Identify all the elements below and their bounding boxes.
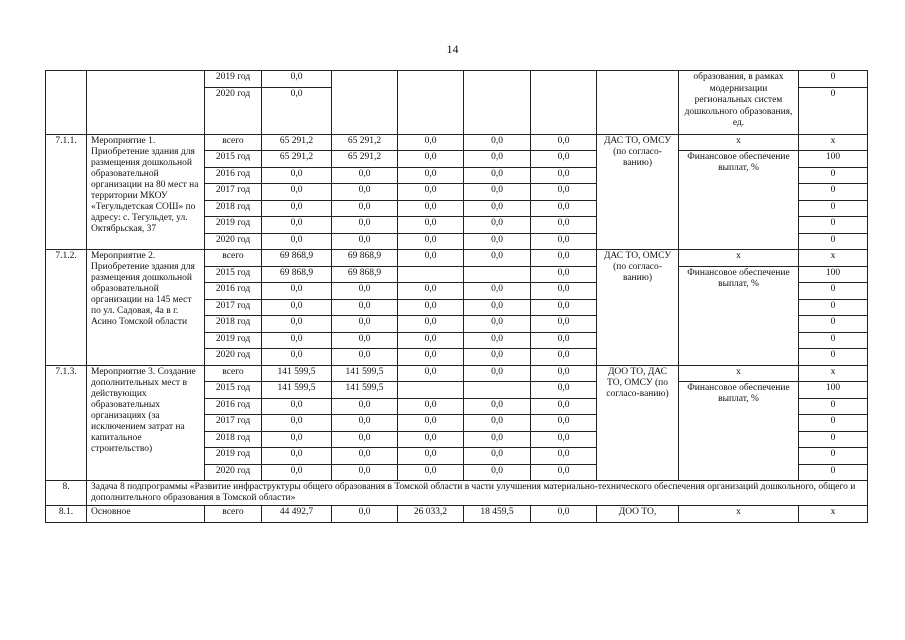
table-row bbox=[46, 134, 868, 151]
total-value: 0,0 bbox=[262, 217, 332, 234]
regional-value bbox=[398, 266, 464, 283]
target-value-cell: 0 bbox=[799, 71, 868, 88]
task-title: Задача 8 подпрограммы «Развитие инфраструктуры общего образования в Томской области в части улучшения материально-технического обеспечения организаций дошкольного, общего и дополнительного образования в Томской области» bbox=[87, 481, 868, 506]
regional-value: 0,0 bbox=[398, 283, 464, 300]
target-value-cell: 0 bbox=[799, 415, 868, 432]
federal-value: 0,0 bbox=[332, 316, 398, 333]
value-cell: 0,0 bbox=[262, 71, 332, 88]
other-value: 0,0 bbox=[531, 415, 597, 432]
year-cell: 2020 год bbox=[205, 87, 262, 134]
regional-value: 0,0 bbox=[398, 332, 464, 349]
year-cell: 2016 год bbox=[205, 167, 262, 184]
regional-value: 0,0 bbox=[398, 167, 464, 184]
total-value: 0,0 bbox=[262, 316, 332, 333]
regional-value: 0,0 bbox=[398, 398, 464, 415]
measure-code: 7.1.1. bbox=[46, 134, 87, 250]
local-value: 0,0 bbox=[464, 151, 531, 168]
total-value: 0,0 bbox=[262, 431, 332, 448]
target-value-cell: 100 bbox=[799, 151, 868, 168]
regional-value: 0,0 bbox=[398, 151, 464, 168]
year-cell: 2019 год bbox=[205, 332, 262, 349]
table-row bbox=[46, 506, 868, 523]
task-row bbox=[46, 481, 868, 506]
federal-value: 69 868,9 bbox=[332, 266, 398, 283]
federal-value: 0,0 bbox=[332, 217, 398, 234]
target-value-cell: 100 bbox=[799, 382, 868, 399]
executor-cell bbox=[597, 71, 679, 135]
local-value: 0,0 bbox=[464, 464, 531, 481]
target-value-cell: 0 bbox=[799, 332, 868, 349]
year-cell: всего bbox=[205, 506, 262, 523]
regional-value: 0,0 bbox=[398, 365, 464, 382]
table-row bbox=[46, 71, 868, 88]
measure-name: Мероприятие 1. Приобретение здания для размещения дошкольной образовательной организации на 80 мест на территории МКОУ «Тегульдетская СОШ» по адресу: с. Тегульдет, ул. Октябрьская, 37 bbox=[87, 134, 205, 250]
federal-value: 0,0 bbox=[332, 398, 398, 415]
local-value: 0,0 bbox=[464, 250, 531, 267]
other-value: 0,0 bbox=[531, 167, 597, 184]
local-value: 0,0 bbox=[464, 167, 531, 184]
other-value: 0,0 bbox=[531, 316, 597, 333]
indicator-cell: Финансовое обеспечение выплат, % bbox=[679, 151, 799, 250]
regional-value: 0,0 bbox=[398, 184, 464, 201]
total-value: 0,0 bbox=[262, 299, 332, 316]
total-value: 0,0 bbox=[262, 464, 332, 481]
federal-value: 0,0 bbox=[332, 506, 398, 523]
total-value: 0,0 bbox=[262, 283, 332, 300]
year-cell: 2015 год bbox=[205, 382, 262, 399]
regional-value: 0,0 bbox=[398, 415, 464, 432]
local-value: 0,0 bbox=[464, 349, 531, 366]
year-cell: 2015 год bbox=[205, 266, 262, 283]
year-cell: 2017 год bbox=[205, 184, 262, 201]
total-value: 0,0 bbox=[262, 415, 332, 432]
indicator-cell: образования, в рамках модернизации региональных систем дошкольного образования, ед. bbox=[679, 71, 799, 135]
local-value: 0,0 bbox=[464, 233, 531, 250]
year-cell: 2019 год bbox=[205, 448, 262, 465]
federal-value: 0,0 bbox=[332, 167, 398, 184]
local-value bbox=[464, 382, 531, 399]
total-value: 0,0 bbox=[262, 233, 332, 250]
other-value: 0,0 bbox=[531, 349, 597, 366]
regional-value: 0,0 bbox=[398, 250, 464, 267]
target-value-cell: 0 bbox=[799, 398, 868, 415]
year-cell: 2016 год bbox=[205, 283, 262, 300]
target-value-cell: 0 bbox=[799, 464, 868, 481]
other-value: 0,0 bbox=[531, 250, 597, 267]
other-value: 0,0 bbox=[531, 299, 597, 316]
local-value bbox=[464, 266, 531, 283]
value-cell bbox=[398, 71, 464, 135]
local-value: 0,0 bbox=[464, 299, 531, 316]
local-value: 0,0 bbox=[464, 283, 531, 300]
total-value: 141 599,5 bbox=[262, 365, 332, 382]
total-value: 65 291,2 bbox=[262, 151, 332, 168]
total-value: 44 492,7 bbox=[262, 506, 332, 523]
target-value-cell: х bbox=[799, 365, 868, 382]
code-cell bbox=[46, 71, 87, 135]
measure-name: Мероприятие 2. Приобретение здания для размещения дошкольной образовательной организации на 145 мест по ул. Садовая, 4а в г. Асино Томской области bbox=[87, 250, 205, 366]
target-value-cell: 0 bbox=[799, 299, 868, 316]
regional-value: 0,0 bbox=[398, 464, 464, 481]
indicator-header-cell: х bbox=[679, 365, 799, 382]
indicator-cell: Финансовое обеспечение выплат, % bbox=[679, 266, 799, 365]
other-value: 0,0 bbox=[531, 464, 597, 481]
local-value: 0,0 bbox=[464, 448, 531, 465]
federal-value: 65 291,2 bbox=[332, 151, 398, 168]
year-cell: 2019 год bbox=[205, 217, 262, 234]
total-value: 0,0 bbox=[262, 167, 332, 184]
other-value: 0,0 bbox=[531, 151, 597, 168]
target-value-cell: 0 bbox=[799, 233, 868, 250]
target-value-cell: 100 bbox=[799, 266, 868, 283]
measure-code: 7.1.3. bbox=[46, 365, 87, 481]
year-cell: 2020 год bbox=[205, 349, 262, 366]
regional-value: 0,0 bbox=[398, 431, 464, 448]
year-cell: 2020 год bbox=[205, 464, 262, 481]
total-value: 0,0 bbox=[262, 398, 332, 415]
indicator-cell: Финансовое обеспечение выплат, % bbox=[679, 382, 799, 481]
federal-value: 0,0 bbox=[332, 233, 398, 250]
target-value-cell: х bbox=[799, 506, 868, 523]
measure-name: Мероприятие 3. Создание дополнительных мест в действующих образовательных организациях (за исключением затрат на капитальное строительство) bbox=[87, 365, 205, 481]
value-cell bbox=[332, 71, 398, 135]
federal-value: 0,0 bbox=[332, 349, 398, 366]
other-value: 0,0 bbox=[531, 217, 597, 234]
federal-value: 0,0 bbox=[332, 200, 398, 217]
regional-value: 0,0 bbox=[398, 233, 464, 250]
value-cell bbox=[531, 71, 597, 135]
year-cell: 2018 год bbox=[205, 316, 262, 333]
regional-value bbox=[398, 382, 464, 399]
other-value: 0,0 bbox=[531, 200, 597, 217]
regional-value: 0,0 bbox=[398, 299, 464, 316]
year-cell: 2017 год bbox=[205, 415, 262, 432]
target-value-cell: 0 bbox=[799, 184, 868, 201]
local-value: 0,0 bbox=[464, 431, 531, 448]
regional-value: 0,0 bbox=[398, 448, 464, 465]
measure-code: 8.1. bbox=[46, 506, 87, 523]
other-value: 0,0 bbox=[531, 233, 597, 250]
federal-value: 141 599,5 bbox=[332, 365, 398, 382]
task-code: 8. bbox=[46, 481, 87, 506]
executor-cell: ДОО ТО, bbox=[597, 506, 679, 523]
federal-value: 0,0 bbox=[332, 415, 398, 432]
total-value: 69 868,9 bbox=[262, 250, 332, 267]
value-cell: 0,0 bbox=[262, 87, 332, 134]
federal-value: 0,0 bbox=[332, 283, 398, 300]
indicator-header-cell: х bbox=[679, 250, 799, 267]
local-value: 0,0 bbox=[464, 134, 531, 151]
page-number: 14 bbox=[446, 42, 459, 56]
other-value: 0,0 bbox=[531, 266, 597, 283]
total-value: 0,0 bbox=[262, 349, 332, 366]
other-value: 0,0 bbox=[531, 184, 597, 201]
regional-value: 0,0 bbox=[398, 134, 464, 151]
other-value: 0,0 bbox=[531, 448, 597, 465]
program-table bbox=[45, 70, 868, 523]
federal-value: 141 599,5 bbox=[332, 382, 398, 399]
other-value: 0,0 bbox=[531, 134, 597, 151]
total-value: 0,0 bbox=[262, 200, 332, 217]
other-value: 0,0 bbox=[531, 506, 597, 523]
total-value: 65 291,2 bbox=[262, 134, 332, 151]
total-value: 0,0 bbox=[262, 448, 332, 465]
measure-code: 7.1.2. bbox=[46, 250, 87, 366]
federal-value: 0,0 bbox=[332, 431, 398, 448]
federal-value: 0,0 bbox=[332, 464, 398, 481]
target-value-cell: 0 bbox=[799, 200, 868, 217]
target-value-cell: 0 bbox=[799, 167, 868, 184]
local-value: 18 459,5 bbox=[464, 506, 531, 523]
year-cell: 2020 год bbox=[205, 233, 262, 250]
regional-value: 0,0 bbox=[398, 200, 464, 217]
value-cell bbox=[464, 71, 531, 135]
year-cell: 2016 год bbox=[205, 398, 262, 415]
federal-value: 65 291,2 bbox=[332, 134, 398, 151]
indicator-header-cell: х bbox=[679, 506, 799, 523]
total-value: 0,0 bbox=[262, 184, 332, 201]
target-value-cell: 0 bbox=[799, 448, 868, 465]
target-value-cell: 0 bbox=[799, 283, 868, 300]
executor-cell: ДАС ТО, ОМСУ (по согласо-ванию) bbox=[597, 250, 679, 366]
other-value: 0,0 bbox=[531, 431, 597, 448]
year-cell: 2017 год bbox=[205, 299, 262, 316]
other-value: 0,0 bbox=[531, 365, 597, 382]
year-cell: 2018 год bbox=[205, 431, 262, 448]
federal-value: 0,0 bbox=[332, 448, 398, 465]
federal-value: 0,0 bbox=[332, 332, 398, 349]
name-cell bbox=[87, 71, 205, 135]
year-cell: всего bbox=[205, 365, 262, 382]
local-value: 0,0 bbox=[464, 316, 531, 333]
other-value: 0,0 bbox=[531, 332, 597, 349]
regional-value: 26 033,2 bbox=[398, 506, 464, 523]
other-value: 0,0 bbox=[531, 283, 597, 300]
table-row bbox=[46, 365, 868, 382]
target-value-cell: х bbox=[799, 134, 868, 151]
local-value: 0,0 bbox=[464, 415, 531, 432]
local-value: 0,0 bbox=[464, 217, 531, 234]
year-cell: всего bbox=[205, 250, 262, 267]
indicator-header-cell: х bbox=[679, 134, 799, 151]
target-value-cell: 0 bbox=[799, 431, 868, 448]
year-cell: 2015 год bbox=[205, 151, 262, 168]
executor-cell: ДОО ТО, ДАС ТО, ОМСУ (по согласо-ванию) bbox=[597, 365, 679, 481]
measure-name: Основное bbox=[87, 506, 205, 523]
regional-value: 0,0 bbox=[398, 349, 464, 366]
target-value-cell: х bbox=[799, 250, 868, 267]
total-value: 0,0 bbox=[262, 332, 332, 349]
federal-value: 69 868,9 bbox=[332, 250, 398, 267]
target-value-cell: 0 bbox=[799, 316, 868, 333]
year-cell: 2019 год bbox=[205, 71, 262, 88]
total-value: 141 599,5 bbox=[262, 382, 332, 399]
target-value-cell: 0 bbox=[799, 217, 868, 234]
local-value: 0,0 bbox=[464, 200, 531, 217]
year-cell: всего bbox=[205, 134, 262, 151]
federal-value: 0,0 bbox=[332, 184, 398, 201]
regional-value: 0,0 bbox=[398, 316, 464, 333]
local-value: 0,0 bbox=[464, 365, 531, 382]
local-value: 0,0 bbox=[464, 332, 531, 349]
total-value: 69 868,9 bbox=[262, 266, 332, 283]
year-cell: 2018 год bbox=[205, 200, 262, 217]
other-value: 0,0 bbox=[531, 382, 597, 399]
target-value-cell: 0 bbox=[799, 349, 868, 366]
other-value: 0,0 bbox=[531, 398, 597, 415]
local-value: 0,0 bbox=[464, 184, 531, 201]
table-row bbox=[46, 250, 868, 267]
target-value-cell: 0 bbox=[799, 87, 868, 134]
local-value: 0,0 bbox=[464, 398, 531, 415]
executor-cell: ДАС ТО, ОМСУ (по согласо-ванию) bbox=[597, 134, 679, 250]
regional-value: 0,0 bbox=[398, 217, 464, 234]
federal-value: 0,0 bbox=[332, 299, 398, 316]
